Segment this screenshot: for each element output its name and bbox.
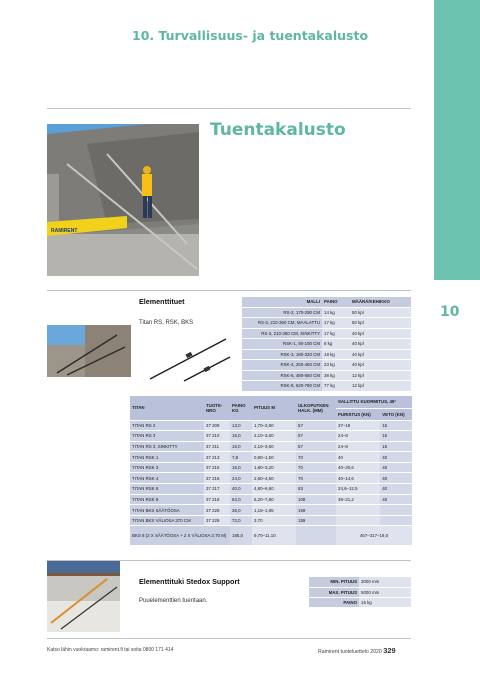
cell-weight: 16,0 [230, 441, 252, 452]
stedox-spec-table [309, 577, 411, 608]
cell-code: 37 218 [204, 494, 230, 505]
cell-label: MAX. PITUUS [309, 587, 359, 597]
cell-veto: 40 [380, 462, 412, 473]
banner-text: RAMIRENT [51, 228, 78, 234]
cell-veto [380, 515, 412, 526]
cell-length: 2,10–3,60 [252, 431, 296, 442]
table-row [130, 494, 412, 505]
page-header-title: 10. Turvallisuus- ja tuentakalusto [132, 28, 369, 43]
table-row [130, 473, 412, 484]
stedox-photo [47, 561, 120, 632]
cell-length: 2,10–3,60 [252, 441, 296, 452]
cell-qty: 40 kpl [350, 339, 411, 350]
cell-weight: 72,0 [230, 515, 252, 526]
th-titan: TITAN [130, 396, 204, 420]
cell-diameter: 159 [296, 505, 336, 516]
cell-weight: 23 kg [322, 360, 350, 371]
cell-qty: 50 kpl [350, 307, 411, 318]
cell-weight: 38 kg [322, 370, 350, 381]
cell-weight: 8 kg [322, 339, 350, 350]
cell-name: TITAN RSK 8 [130, 494, 204, 505]
table-row [242, 307, 411, 318]
cell-veto: 40 [380, 484, 412, 495]
cell-diameter: 70 [296, 452, 336, 463]
cell-code: 37 228 [204, 505, 230, 516]
cell-veto: 40 [380, 473, 412, 484]
cell-weight: 18 kg [322, 349, 350, 360]
cell-model: RSK-6, 480-660 CM [242, 370, 322, 381]
top-divider [47, 108, 411, 109]
cell-puristus: 24–8 [336, 441, 380, 452]
cell-qty: 12 kpl [350, 381, 411, 392]
cell-name: TITAN RSK 3 [130, 462, 204, 473]
table-row [130, 441, 412, 452]
cell-code: 37 215 [204, 462, 230, 473]
table-row [130, 505, 412, 516]
th-maara: MÄÄRÄ/KEHIKKO [350, 297, 411, 307]
table-row [130, 462, 412, 473]
cell-qty: 40 kpl [350, 360, 411, 371]
cell-model: RS-2, 170-290 CM [242, 307, 322, 318]
cell-puristus [336, 515, 380, 526]
cell-weight: 17 kg [322, 328, 350, 339]
stedox-title: Elementtituki Stedox Support [139, 577, 240, 586]
th-ulkoputki: ULKOPUTKEN HALK. (MM) [296, 396, 336, 420]
cell-weight: 16,0 [230, 462, 252, 473]
cell-weight: 24,0 [230, 473, 252, 484]
cell-puristus [336, 505, 380, 516]
cell-weight: 84,0 [230, 494, 252, 505]
cell-name: TITAN RSK 1 [130, 452, 204, 463]
cell-code: 37 229 [204, 515, 230, 526]
cell-name: TITAN RS 2 [130, 420, 204, 431]
cell-veto: 15 [380, 441, 412, 452]
cell-label: PAINO [309, 597, 359, 607]
cell-weight: 185,0 [230, 526, 252, 546]
cell-code: 37 213 [204, 452, 230, 463]
table-row [242, 349, 411, 360]
cell-diameter: 108 [296, 494, 336, 505]
section-title: Tuentakalusto [210, 120, 346, 140]
cell-weight: 17 kg [322, 318, 350, 329]
cell-veto [380, 505, 412, 516]
cell-veto: 15 [380, 431, 412, 442]
cell-name: BKS 8 (2 X SÄÄTÖOSA + 2 X VÄLIOSA 3,70 M) [130, 526, 230, 546]
cell-qty: 40 kpl [350, 328, 411, 339]
cell-weight: 36,0 [230, 505, 252, 516]
table-row [130, 420, 412, 431]
cell-model: RSK-3, 180-320 CM [242, 349, 322, 360]
cell-veto: 15 [380, 420, 412, 431]
prop-products-image [144, 335, 234, 383]
table-row [309, 577, 411, 587]
table-row [242, 328, 411, 339]
cell-length: 2,60–4,60 [252, 473, 296, 484]
table-row [242, 381, 411, 392]
th-puristus: PURISTUS (KN) [336, 408, 380, 420]
cell-model: RS-3, 210-360 CM, MAALATTU [242, 318, 322, 329]
cell-weight: 13,0 [230, 420, 252, 431]
cell-qty: 40 kpl [350, 349, 411, 360]
cell-puristus: 37–18 [336, 420, 380, 431]
th-malli: MALLI [242, 297, 322, 307]
th-sallittu: SALLITTU KUORMITUS, 45° [336, 396, 412, 408]
table-row [130, 526, 412, 546]
cell-diameter: 159 [296, 515, 336, 526]
cell-value: 15 kg [359, 597, 411, 607]
cell-diameter: 57 [296, 431, 336, 442]
cell-code: 37 217 [204, 484, 230, 495]
section-divider-1 [47, 290, 411, 291]
cell-model: RSK-1, 90-150 CM [242, 339, 322, 350]
cell-qty: 50 kpl [350, 318, 411, 329]
th-pituus: PITUUS M [252, 396, 296, 420]
cell-diameter: 70 [296, 462, 336, 473]
th-paino: PAINO KG [230, 396, 252, 420]
cell-weight: 16,0 [230, 431, 252, 442]
table-row [242, 339, 411, 350]
cell-diameter: 70 [296, 473, 336, 484]
footer-contact: Katso lähin vuokraamo: ramirent.fi tai soita 0800 171 414 [47, 647, 174, 653]
table-row [242, 370, 411, 381]
cell-weight: 77 kg [322, 381, 350, 392]
cell-value: 3000 mm [359, 577, 411, 587]
cell-puristus: 40–14,6 [336, 473, 380, 484]
cell-label: MIN. PITUUS [309, 577, 359, 587]
cell-length: 1,70–2,90 [252, 420, 296, 431]
cell-puristus: 38–21,2 [336, 494, 380, 505]
cell-weight: 40,0 [230, 484, 252, 495]
stedox-description: Puuelementtien tuentaan. [139, 598, 208, 604]
th-tuoteno: TUOTE-NRO [204, 396, 230, 420]
cell-name: TITAN RS 3, SINKITTY [130, 441, 204, 452]
cell-model: RS-3, 210-360 CM, SINKITTY [242, 328, 322, 339]
cell-model: RSK-4, 260-460 CM [242, 360, 322, 371]
cell-load: 467–317–19,0 [336, 526, 412, 546]
table-row [242, 318, 411, 329]
cell-value: 5000 mm [359, 587, 411, 597]
table-row [130, 431, 412, 442]
cell-model: RSK-8, 620-780 CM [242, 381, 322, 392]
hero-photo [47, 124, 199, 276]
th-veto: VETO (KN) [380, 408, 412, 420]
footer-catalog-name: Ramirent tuoteluettelo 2020 [318, 649, 382, 655]
cell-code: 37 211 [204, 441, 230, 452]
table-row [130, 452, 412, 463]
cell-veto: 40 [380, 494, 412, 505]
cell-code: 37 209 [204, 420, 230, 431]
table-row [242, 360, 411, 371]
cell-name: TITAN BKS VÄLIOSA 370 CM [130, 515, 204, 526]
cell-veto: 40 [380, 452, 412, 463]
cell-length: 9,70–11,10 [252, 526, 296, 546]
cell-puristus: 40–20,6 [336, 462, 380, 473]
table-row [309, 587, 411, 597]
cell-name: TITAN BKS SÄÄTÖOSA [130, 505, 204, 516]
elementtituet-title: Elementtituet [139, 297, 185, 306]
footer-catalog [318, 646, 396, 655]
cell-length: 0,90–1,50 [252, 452, 296, 463]
cell-length: 3,70 [252, 515, 296, 526]
table-row [130, 484, 412, 495]
elementtituet-description: Titan RS, RSK, BKS [139, 320, 194, 326]
cell-puristus: 24,6–12,5 [336, 484, 380, 495]
footer-divider [47, 638, 411, 639]
cell-diameter: 83 [296, 484, 336, 495]
cell-qty: 12 kpl [350, 370, 411, 381]
cell-diameter: 57 [296, 441, 336, 452]
cell-puristus: 40 [336, 452, 380, 463]
props-photo [47, 325, 131, 377]
cell-puristus: 24–8 [336, 431, 380, 442]
page-number: 329 [383, 646, 396, 655]
cell-name: TITAN RS 3 [130, 431, 204, 442]
chapter-number: 10 [440, 304, 460, 320]
cell-length: 4,80–6,60 [252, 484, 296, 495]
cell-code: 37 210 [204, 431, 230, 442]
cell-name: TITAN RSK 6 [130, 484, 204, 495]
cell-weight: 14 kg [322, 307, 350, 318]
cell-name: TITAN RSK 4 [130, 473, 204, 484]
cell-code: 37 216 [204, 473, 230, 484]
chapter-side-tab [434, 0, 480, 280]
cell-diameter [296, 526, 336, 546]
table-row [130, 515, 412, 526]
cell-length: 1,15–1,85 [252, 505, 296, 516]
elementtituet-weight-table [242, 297, 411, 392]
cell-weight: 7,8 [230, 452, 252, 463]
titan-spec-table [130, 396, 412, 546]
cell-diameter: 57 [296, 420, 336, 431]
table-row [309, 597, 411, 607]
cell-length: 1,80–3,20 [252, 462, 296, 473]
th-paino: PAINO [322, 297, 350, 307]
cell-length: 6,20–7,80 [252, 494, 296, 505]
